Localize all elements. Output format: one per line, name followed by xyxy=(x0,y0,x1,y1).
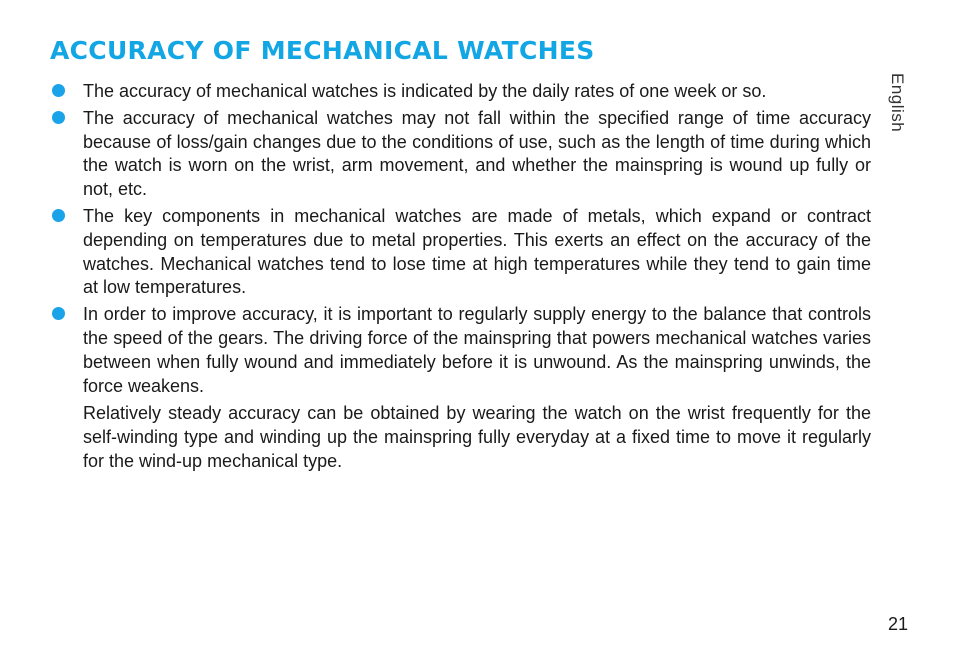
bullet-list xyxy=(50,80,871,477)
list-item xyxy=(50,303,871,474)
bullet-text: In order to improve accuracy, it is important to regularly supply energy to the balance that controls the speed of the gears. The driving force of the mainspring that powers mechanical watches varies between when fully wound and immediately before it is unwound. As the mainspring unwinds, the force weakens. xyxy=(83,304,871,396)
bullet-dot-icon xyxy=(52,307,65,320)
bullet-dot-icon xyxy=(52,84,65,97)
page-number: 21 xyxy=(888,614,909,634)
bullet-dot-icon xyxy=(52,111,65,124)
accuracy-note: Relatively steady accuracy can be obtained by wearing the watch on the wrist frequently for the self-winding type and winding up the mainspring fully everyday at a fixed time to move it regularly for the wind-up mechanical type. xyxy=(83,403,871,471)
bullet-text: The accuracy of mechanical watches is indicated by the daily rates of one week or so. xyxy=(83,81,767,101)
language-tab: English xyxy=(888,73,907,133)
bullet-dot-icon xyxy=(52,209,65,222)
bullet-text: The key components in mechanical watches are made of metals, which expand or contract depending on temperatures due to metal properties. This exerts an effect on the accuracy of the watches. Mechanical watches tend to lose time at high temperatures while they tend to gain time at low temperatures. xyxy=(83,205,871,298)
list-item xyxy=(50,205,871,300)
list-item xyxy=(50,107,871,202)
page-title: ACCURACY OF MECHANICAL WATCHES xyxy=(50,36,595,65)
bullet-text: The accuracy of mechanical watches may not fall within the specified range of time accuracy because of loss/gain changes due to the conditions of use, such as the length of time during which the watch is worn on the wrist, arm movement, and whether the mainspring is wound up fully or not, etc. xyxy=(83,107,871,200)
list-item xyxy=(50,80,871,104)
